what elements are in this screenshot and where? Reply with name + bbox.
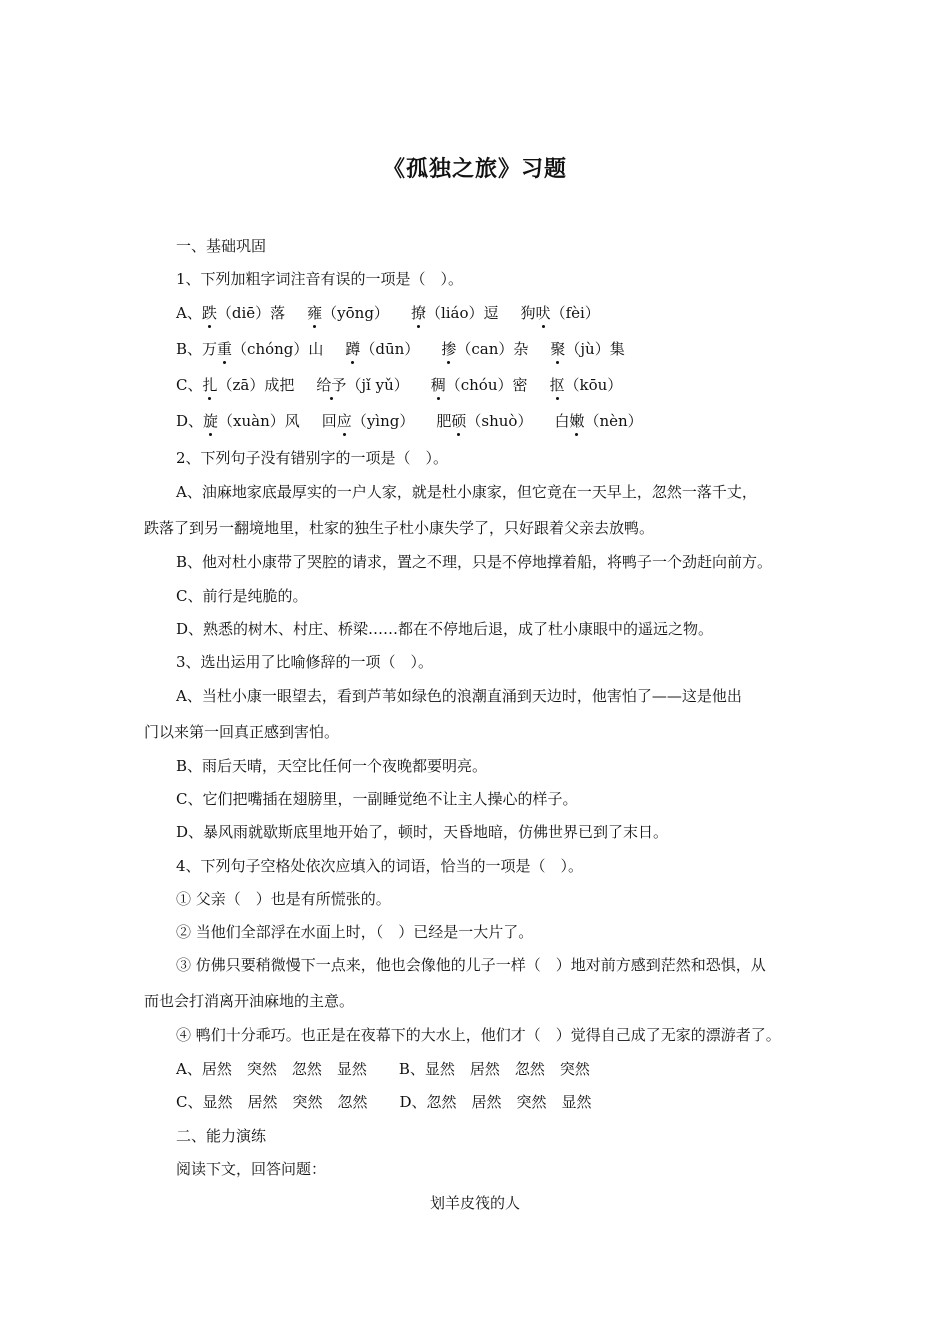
section-basic-heading: 一、基础巩固	[176, 237, 267, 255]
question-2-stem: 2、下列句子没有错别字的一项是（ ）。	[176, 449, 449, 467]
question-1-stem: 1、下列加粗字词注音有误的一项是（ ）。	[176, 270, 464, 288]
question-3-option-d: D、暴风雨就歇斯底里地开始了，顿时，天昏地暗，仿佛世界已到了末日。	[176, 823, 669, 841]
question-4-options-cd	[176, 1092, 592, 1112]
question-1-option-b: B、万重（chóng）山 蹲（dūn） 掺（can）杂 聚（jù）集	[176, 340, 625, 358]
question-3-option-c: C、它们把嘴插在翅膀里，一副睡觉绝不让主人操心的样子。	[176, 790, 578, 808]
question-3-option-a-line1: A、当杜小康一眼望去，看到芦苇如绿色的浪潮直涌到天边时，他害怕了——这是他出	[176, 687, 742, 705]
question-3-option-a-line2: 门以来第一回真正感到害怕。	[144, 723, 340, 741]
question-1-option-a: A、跌（diē）落 雍（yōng） 撩（liáo）逗 狗吠（fèi）	[176, 304, 600, 322]
question-4-sentence-2: ② 当他们全部浮在水面上时，（ ）已经是一大片了。	[176, 923, 534, 941]
question-4-options-ab	[176, 1059, 590, 1079]
question-1-option-c: C、扎（zā）成把 给予（jǐ yǔ） 稠（chóu）密 抠（kōu）	[176, 376, 623, 394]
question-4-sentence-3-line2: 而也会打消离开油麻地的主意。	[144, 992, 355, 1010]
question-4-option-d: D、忽然 居然 突然 显然	[399, 1093, 592, 1111]
question-1-option-d: D、旋（xuàn）风 回应（yìng） 肥硕（shuò） 白嫩（nèn）	[176, 412, 643, 430]
question-2-option-d: D、熟悉的树木、村庄、桥梁……都在不停地后退，成了杜小康眼中的遥远之物。	[176, 620, 714, 638]
question-3-stem: 3、选出运用了比喻修辞的一项（ ）。	[176, 653, 434, 671]
question-3-option-b: B、雨后天晴，天空比任何一个夜晚都要明亮。	[176, 757, 488, 775]
question-2-option-a-line1: A、油麻地家底最厚实的一户人家，就是杜小康家，但它竟在一天早上，忽然一落千丈，	[176, 483, 757, 501]
question-4-sentence-1: ① 父亲（ ）也是有所慌张的。	[176, 890, 391, 908]
question-4-option-c: C、显然 居然 突然 忽然	[176, 1093, 368, 1111]
question-4-option-b: B、显然 居然 忽然 突然	[398, 1060, 590, 1078]
question-2-option-b: B、他对杜小康带了哭腔的请求，置之不理，只是不停地撑着船，将鸭子一个劲赶向前方。	[176, 553, 773, 571]
question-4-option-a: A、居然 突然 忽然 显然	[176, 1060, 367, 1078]
section-practice-heading: 二、能力演练	[176, 1127, 267, 1145]
question-2-option-a-line2: 跌落了到另一翻境地里，杜家的独生子杜小康失学了，只好跟着父亲去放鸭。	[144, 519, 655, 537]
reading-instruction: 阅读下文，回答问题：	[176, 1160, 327, 1178]
question-4-sentence-3-line1: ③ 仿佛只要稍微慢下一点来，他也会像他的儿子一样（ ）地对前方感到茫然和恐惧，从	[176, 956, 766, 974]
question-4-stem: 4、下列句子空格处依次应填入的词语，恰当的一项是（ ）。	[176, 857, 584, 875]
passage-title: 划羊皮筏的人	[429, 1194, 520, 1212]
question-2-option-c: C、前行是纯脆的。	[176, 587, 308, 605]
question-4-sentence-4: ④ 鸭们十分乖巧。也正是在夜幕下的大水上，他们才（ ）觉得自己成了无家的漂游者了。	[176, 1026, 781, 1044]
page-title: 《孤独之旅》习题	[382, 156, 567, 182]
